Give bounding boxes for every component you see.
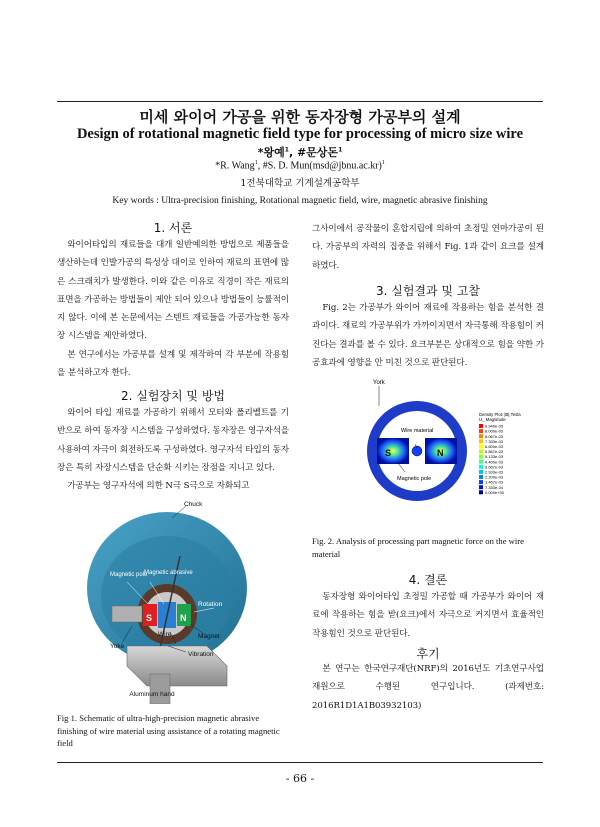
figure-2 xyxy=(357,376,547,506)
section-4-heading: 4. 결론 xyxy=(408,573,448,587)
legend-swatch xyxy=(479,470,483,474)
section-2-heading: 2. 실험장치 및 방법 xyxy=(120,389,226,403)
legend-swatch xyxy=(479,460,483,464)
legend-value: 8.067e-03 xyxy=(485,433,504,439)
legend-swatch xyxy=(479,475,483,479)
label-yoke: Yoke xyxy=(110,643,125,650)
section-2-paragraph-3: 그사이에서 공작물이 혼합지립에 의하여 초정밀 연마가공이 된다. 가공부의 자력의 집중을 위해서 Fig. 1과 같이 요크를 설계하였다. xyxy=(312,224,544,271)
label-wire-material: Wire material xyxy=(401,428,434,434)
legend-swatch xyxy=(479,450,483,454)
page-number: - 66 - xyxy=(285,772,315,785)
legend-value: 5.133e-03 xyxy=(485,454,504,460)
figure-2-density-plot xyxy=(357,376,547,506)
legend-value: 4.400e-03 xyxy=(485,459,504,465)
label-s: S xyxy=(146,613,153,623)
authors-korean: *왕예$^1$, #문상돈$^1$ xyxy=(257,146,343,159)
section-3-body xyxy=(312,299,544,372)
keywords: Key words : Ultra-precision finishing, Rotational magnetic field, wire, magnetic abrasive finishing xyxy=(112,196,488,206)
legend-swatch xyxy=(479,480,483,484)
legend-value: 8.000e-03 xyxy=(485,428,504,434)
label-aluminum-hand: Aluminum hand xyxy=(129,691,175,698)
legend-swatch xyxy=(479,439,483,443)
acknowledgement-body xyxy=(312,660,544,715)
legend-swatch xyxy=(479,465,483,469)
legend-swatch xyxy=(479,490,483,494)
label-chuck: Chuck xyxy=(184,501,203,508)
authors-english: *R. Wang$^1$, #S. D. Mun(msd@jbnu.ac.kr)$^1$ xyxy=(215,160,385,172)
acknowledgement-heading: 후기 xyxy=(416,647,440,661)
legend-subtitle: U_ Magnitude xyxy=(479,417,506,422)
section-3-heading: 3. 실험결과 및 고찰 xyxy=(375,284,481,298)
figure-1-schematic xyxy=(72,496,282,704)
section-4-body xyxy=(312,588,544,643)
section-2-body xyxy=(57,404,289,495)
label-magnetic-pole: Magnetic pole xyxy=(110,572,148,578)
section-2-paragraph-2: 가공부는 영구자석에 의한 N극 S극으로 자화되고 xyxy=(67,481,250,492)
title-english: Design of rotational magnetic field type for processing of micro size wire xyxy=(76,126,524,142)
legend-value: 7.333e-03 xyxy=(485,438,504,444)
title-korean: 미세 와이어 가공을 위한 동자장형 가공부의 설계 xyxy=(139,108,461,126)
section-1-paragraph-1: 와이어타입의 재료들을 대개 일반예의한 방법으로 제품들을 생산하는데 인발가공의 특성상 대이로 인하여 재료의 표면에 많은 스크래치가 발생한다. 이와 같은 이유로 직경이 작은 재료의 표면을 가공하는 방법들이 제안 되어 있으나 방법들이 능률적이지 않다. 이에 본 논문에서는 스텐트 재료들을 가공가능한 동자장 시스템을 제안하였다. xyxy=(57,240,289,342)
label-n: N xyxy=(437,448,444,458)
legend-value: 9.940e-03 xyxy=(485,423,504,429)
legend xyxy=(479,424,505,495)
affiliation: 1전북대학교 기계설계공학부 xyxy=(240,178,360,189)
legend-title: Density Plot: |B|,Tesla xyxy=(479,412,521,417)
label-n: N xyxy=(180,613,187,623)
label-s: S xyxy=(385,448,392,458)
legend-swatch xyxy=(479,455,483,459)
legend-swatch xyxy=(479,424,483,428)
acknowledgement-paragraph: 본 연구는 한국연구재단(NRF)의 2016년도 기초연구사업 재원으로 수행된 연구입니다. (과제번호: 2016R1D1A1B03932103) xyxy=(312,664,544,711)
legend-value: 3.667e-03 xyxy=(485,464,504,470)
section-2-continued xyxy=(312,220,544,275)
legend-swatch xyxy=(479,434,483,438)
pole-s xyxy=(377,438,409,464)
legend-value: 2.933e-03 xyxy=(485,469,504,475)
section-1-paragraph-2: 본 연구에서는 가공부를 설계 및 제작하여 각 부분에 작용힘을 분석하고자 한다. xyxy=(57,349,289,379)
top-rule xyxy=(57,101,543,102)
section-1-heading: 1. 서론 xyxy=(153,221,193,235)
legend-swatch xyxy=(479,485,483,489)
figure-1-caption: Fig 1. Schematic of ultra-high-precision magnetic abrasive finishing of wire material using assistance of a rotating magnetic field xyxy=(57,713,280,748)
legend-swatch xyxy=(479,444,483,448)
section-4-paragraph-1: 동자장형 와이어타입 초정밀 가공할 때 가공부가 와이어 재료에 작용하는 힘을 받(요크)에서 자극으로 커지면서 효율적인 작용힘인 것으로 판단된다. xyxy=(312,592,544,639)
label-magnet: Magnet xyxy=(198,633,220,640)
figure-2-caption: Fig. 2. Analysis of processing part magnetic force on the wire material xyxy=(312,536,524,559)
legend-value: 2.200e-03 xyxy=(485,474,504,480)
section-2-paragraph-1: 와이어 타입 재료를 가공하기 위해서 모터와 폴리벨트를 기반으로 하여 동자장 시스템을 구성하였다. 동자장은 영구자석을 사용하여 자극이 회전하도록 구성하였다. 영구자석 타입의 동자장은 특히 자장시스템을 단순화 시키는 장점을 지니고 있다. xyxy=(57,408,289,473)
legend-value: 5.867e-03 xyxy=(485,449,504,455)
legend-swatch xyxy=(479,429,483,433)
bottom-rule xyxy=(57,762,543,763)
label-rotation: Rotation xyxy=(198,601,223,608)
label-wire: Wire xyxy=(158,631,172,638)
legend-value: 6.600e-03 xyxy=(485,444,504,449)
label-vibration: Vibration xyxy=(188,651,214,658)
label-york: York xyxy=(373,380,385,386)
section-1-body xyxy=(57,236,289,382)
label-magnetic-abrasive: Magnetic abrasive xyxy=(144,570,193,576)
legend-value: 0.000e+00 xyxy=(485,489,505,495)
legend-value: 1.467e-03 xyxy=(485,479,504,485)
figure-1 xyxy=(72,496,282,704)
section-3-paragraph-1: Fig. 2는 가공부가 와이어 재료에 작용하는 힘을 분석한 결과이다. 재료의 가공부위가 가까이지면서 자극통해 작용힘이 커진다는 결과를 볼 수 있다. 요크부분은 상대적으로 힘을 약한 가공효과에 영향을 안 미친 것으로 판단된다. xyxy=(312,303,544,368)
legend-value: 7.333e-04 xyxy=(485,484,504,490)
label-magnetic-pole: Magnetic pole xyxy=(397,476,432,482)
